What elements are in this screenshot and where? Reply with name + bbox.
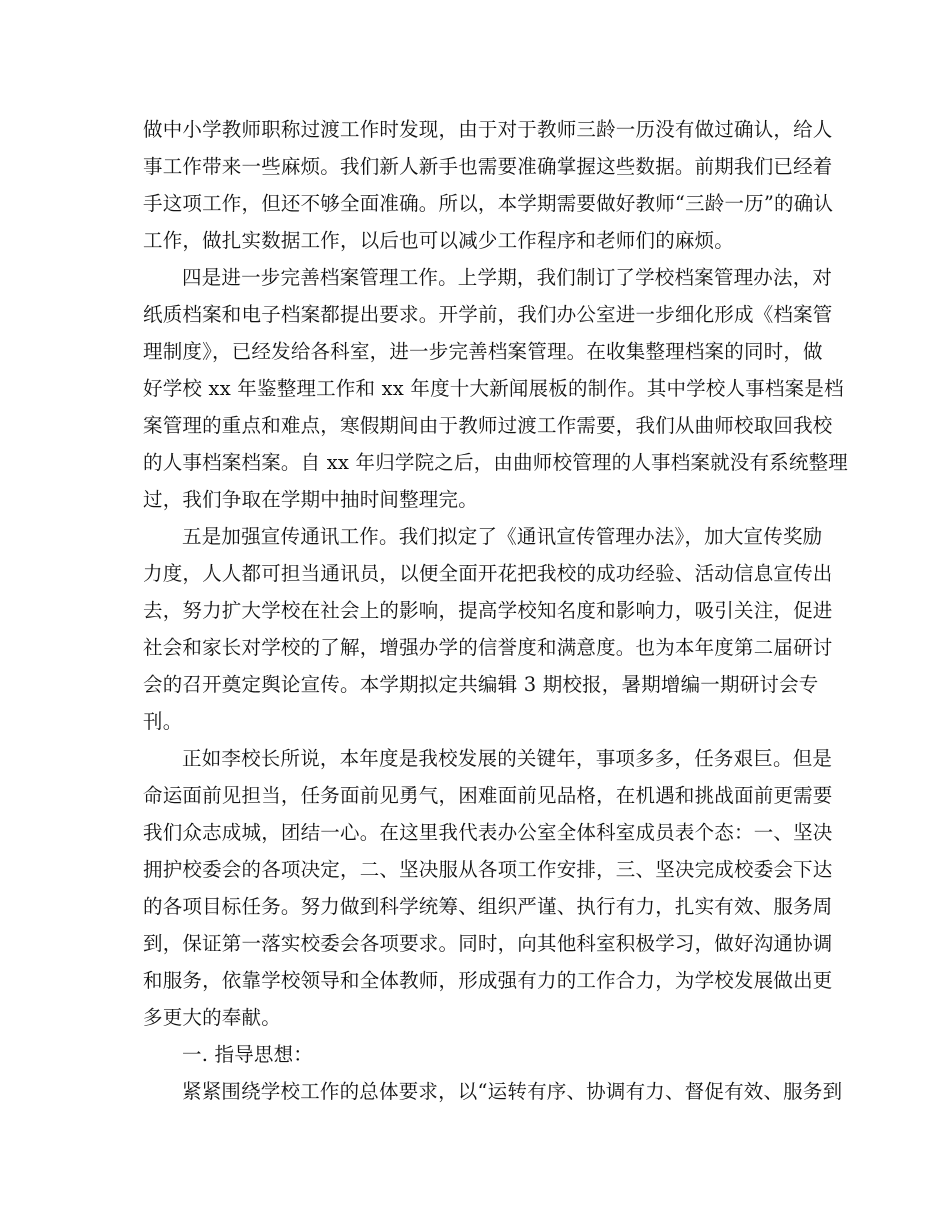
text-line: 多更大的奉献。 xyxy=(143,1006,281,1029)
text-line: 做中小学教师职称过渡工作时发现，由于对于教师三龄一历没有做过确认，给人 xyxy=(143,118,833,141)
text-line: 和服务，依靠学校领导和全体教师，形成强有力的工作合力，为学校发展做出更 xyxy=(143,969,833,992)
paragraph-first-line: 五是加强宣传通讯工作。我们拟定了《通讯宣传管理办法》，加大宣传奖励 xyxy=(182,525,823,548)
text-line: 手这项工作，但还不够全面准确。所以，本学期需要做好教师“三龄一历”的确认 xyxy=(143,192,834,215)
text-line: 去，努力扩大学校在社会上的影响，提高学校知名度和影响力，吸引关注，促进 xyxy=(143,599,833,622)
text-line: 命运面前见担当，任务面前见勇气，困难面前见品格，在机遇和挑战面前更需要 xyxy=(143,784,833,807)
paragraph-first-line: 正如李校长所说，本年度是我校发展的关键年，事项多多，任务艰巨。但是 xyxy=(182,747,833,770)
text-line: 好学校 xx 年鉴整理工作和 xx 年度十大新闻展板的制作。其中学校人事档案是档 xyxy=(143,377,844,400)
text-line: 事工作带来一些麻烦。我们新人新手也需要准确掌握这些数据。前期我们已经着 xyxy=(143,155,833,178)
text-line: 社会和家长对学校的了解，增强办学的信誉度和满意度。也为本年度第二届研讨 xyxy=(143,636,833,659)
text-line: 拥护校委会的各项决定，二、坚决服从各项工作安排，三、坚决完成校委会下达 xyxy=(143,858,833,881)
text-line: 理制度》，已经发给各科室，进一步完善档案管理。在收集整理档案的同时，做 xyxy=(143,340,823,363)
text-line: 过，我们争取在学期中抽时间整理完。 xyxy=(143,488,478,511)
text-line: 纸质档案和电子档案都提出要求。开学前，我们办公室进一步细化形成《档案管 xyxy=(143,303,833,326)
text-line: 会的召开奠定舆论宣传。本学期拟定共编辑 3 期校报，暑期增编一期研讨会专 xyxy=(143,673,819,696)
paragraph-first-line: 紧紧围绕学校工作的总体要求，以“运转有序、协调有力、督促有效、服务到 xyxy=(182,1080,843,1103)
text-line: 力度，人人都可担当通讯员，以便全面开花把我校的成功经验、活动信息宣传出 xyxy=(143,562,833,585)
text-line: 的各项目标任务。努力做到科学统筹、组织严谨、执行有力，扎实有效、服务周 xyxy=(143,895,833,918)
text-line: 到，保证第一落实校委会各项要求。同时，向其他科室积极学习，做好沟通协调 xyxy=(143,932,833,955)
text-line: 我们众志成城，团结一心。在这里我代表办公室全体科室成员表个态：一、坚决 xyxy=(143,821,833,844)
text-line: 工作，做扎实数据工作，以后也可以减少工作程序和老师们的麻烦。 xyxy=(143,229,735,252)
text-line: 刊。 xyxy=(143,710,183,733)
section-heading: 一. 指导思想： xyxy=(182,1043,313,1066)
paragraph-first-line: 四是进一步完善档案管理工作。上学期，我们制订了学校档案管理办法，对 xyxy=(182,266,833,289)
text-line: 案管理的重点和难点，寒假期间由于教师过渡工作需要，我们从曲师校取回我校 xyxy=(143,414,833,437)
text-line: 的人事档案档案。自 xx 年归学院之后，由曲师校管理的人事档案就没有系统整理 xyxy=(143,451,848,474)
